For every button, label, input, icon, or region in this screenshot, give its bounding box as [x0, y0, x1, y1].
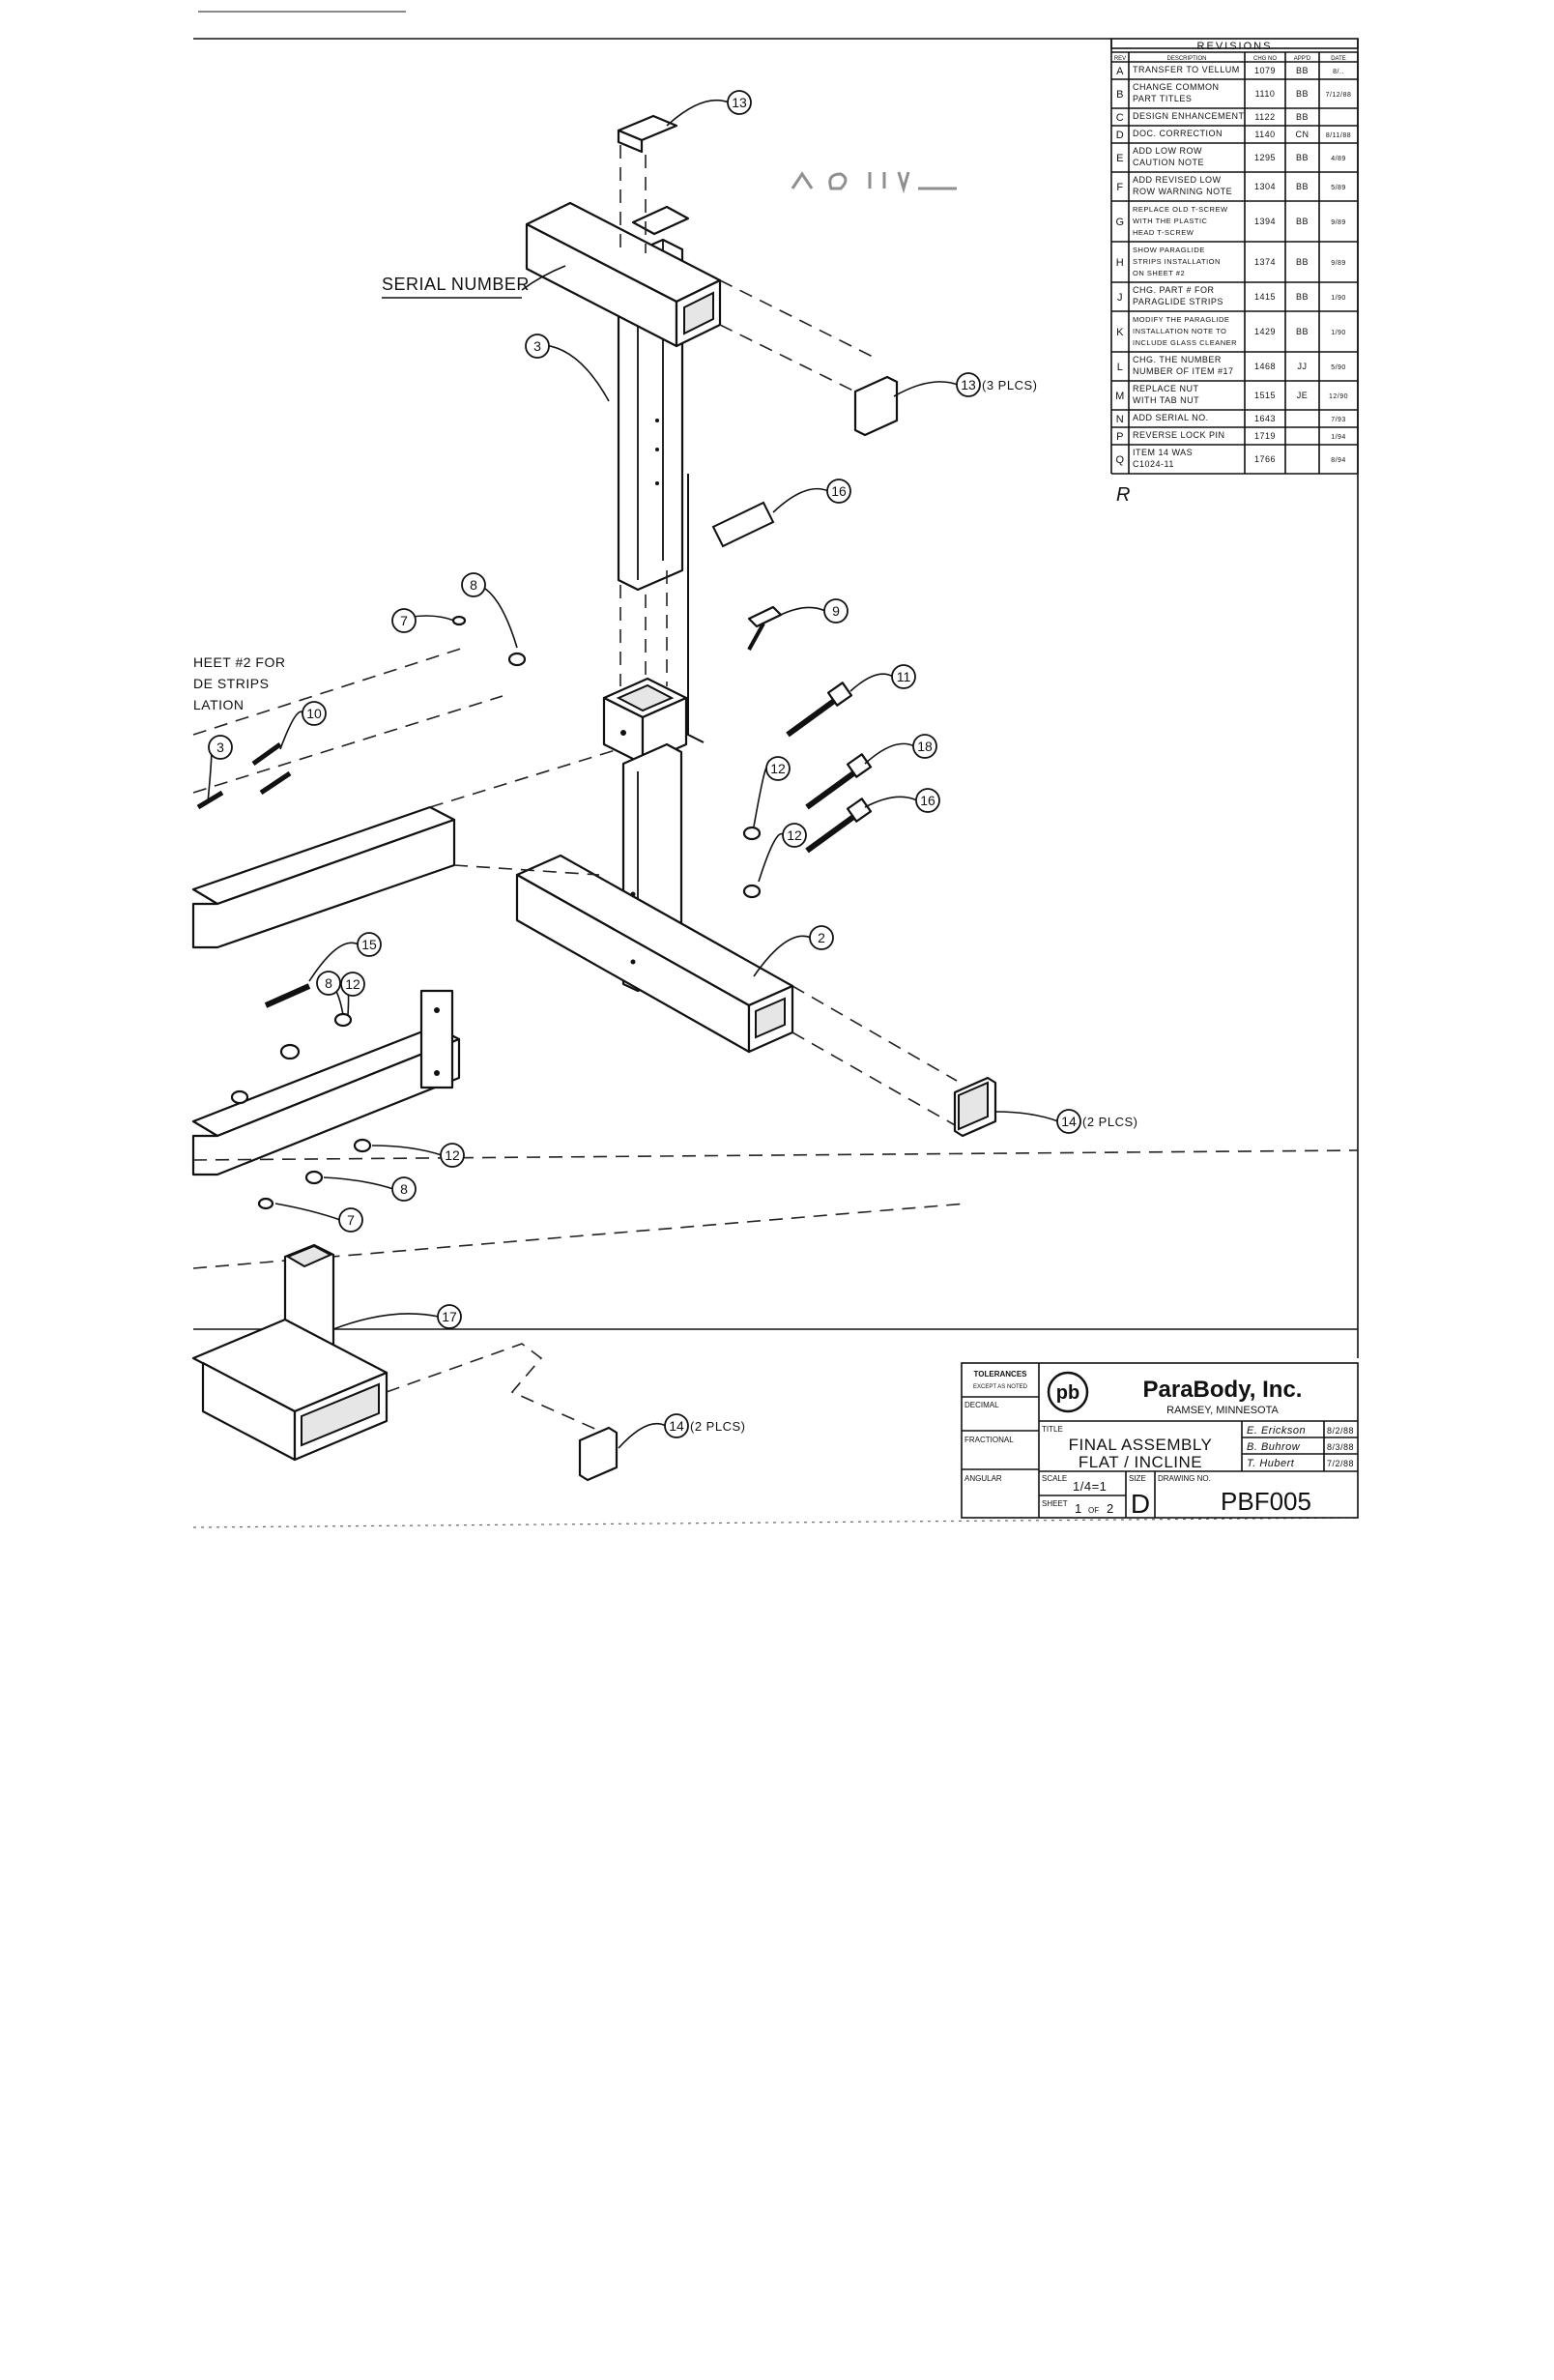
- revision-letter: B: [1116, 89, 1124, 101]
- revision-date: 9/89: [1331, 219, 1346, 226]
- balloon-suffix: (3 PLCS): [982, 378, 1038, 392]
- revision-description: CHANGE COMMON: [1133, 82, 1220, 92]
- revision-letter: K: [1116, 327, 1124, 338]
- revisions-title: REVISIONS: [1196, 41, 1273, 52]
- revision-chg: 1374: [1253, 257, 1277, 267]
- balloon-number: 13: [961, 377, 976, 392]
- balloon-number: 15: [361, 937, 377, 952]
- revision-description: REPLACE NUT: [1133, 384, 1199, 393]
- bolt-part: [261, 773, 290, 793]
- revision-description: CAUTION NOTE: [1133, 158, 1205, 167]
- revision-description: CHG. THE NUMBER: [1133, 355, 1222, 364]
- revision-description: WITH THE PLASTIC: [1133, 217, 1208, 225]
- approved-date: 7/2/88: [1327, 1459, 1355, 1468]
- revision-row: [1117, 355, 1346, 376]
- balloon-number: 3: [216, 740, 224, 755]
- revision-description: HEAD T-SCREW: [1133, 228, 1194, 237]
- hidden-line: [720, 325, 875, 401]
- balloon-number: 14: [1061, 1114, 1077, 1129]
- revision-description: WITH TAB NUT: [1133, 395, 1200, 405]
- revision-chg: 1468: [1253, 362, 1277, 371]
- item-balloon: [759, 824, 806, 882]
- item-balloon: [341, 972, 364, 1015]
- washer-part: [355, 1140, 370, 1151]
- drawn-date: 8/2/88: [1327, 1426, 1355, 1436]
- sheet-label: SHEET: [1042, 1499, 1068, 1508]
- revision-chg: 1415: [1253, 292, 1277, 302]
- revision-description: ADD LOW ROW: [1133, 146, 1202, 156]
- revision-chg: 1110: [1254, 89, 1276, 99]
- floor-line: [193, 1150, 1358, 1160]
- drawing-title-line: FLAT / INCLINE: [1078, 1453, 1203, 1471]
- item-balloon: [280, 702, 326, 749]
- item-balloon: [865, 789, 939, 812]
- current-revision-mark: R: [1116, 484, 1131, 506]
- washer-part: [509, 653, 525, 665]
- angular-label: ANGULAR: [964, 1474, 1002, 1483]
- washer-part: [744, 827, 760, 839]
- end-cap-part: [855, 377, 897, 435]
- item-balloon: [850, 665, 915, 691]
- rear-leg-part: [193, 1245, 599, 1460]
- revision-description: DESIGN ENHANCEMENT: [1133, 111, 1245, 121]
- balloon-suffix: (2 PLCS): [1082, 1115, 1138, 1129]
- item-balloon: [865, 735, 936, 764]
- revision-appd: BB: [1295, 112, 1309, 122]
- revision-appd: BB: [1295, 327, 1309, 336]
- revision-appd: BB: [1295, 292, 1309, 302]
- lock-pin-wire: [688, 474, 704, 742]
- revision-appd: BB: [1295, 153, 1309, 162]
- revisions-table: [1111, 39, 1358, 506]
- revision-letter: L: [1116, 362, 1124, 373]
- revision-date: 5/90: [1331, 364, 1346, 371]
- revision-letter: J: [1117, 292, 1123, 304]
- revision-date: 5/89: [1331, 185, 1346, 191]
- revision-row: [1115, 205, 1345, 237]
- checked-date: 8/3/88: [1327, 1442, 1355, 1452]
- revision-appd: BB: [1295, 257, 1309, 267]
- revisions-header: CHG NO: [1253, 56, 1277, 62]
- revision-row: [1116, 315, 1346, 347]
- washer-part: [306, 1172, 322, 1183]
- pivot-pin-part: [266, 986, 309, 1005]
- revision-description: NUMBER OF ITEM #17: [1133, 366, 1234, 376]
- revision-appd: BB: [1295, 217, 1309, 226]
- revision-appd: CN: [1295, 130, 1309, 139]
- bolt-part: [788, 682, 851, 735]
- scale-label: SCALE: [1042, 1474, 1068, 1483]
- revision-description: PARAGLIDE STRIPS: [1133, 297, 1223, 306]
- balloon-number: 18: [917, 739, 933, 754]
- nut-part: [259, 1199, 273, 1208]
- revision-description: TRANSFER TO VELLUM: [1133, 65, 1240, 74]
- of-label: OF: [1088, 1506, 1100, 1515]
- revision-letter: M: [1115, 391, 1125, 402]
- title-block: [962, 1363, 1358, 1519]
- drawing-number: PBF005: [1221, 1487, 1311, 1516]
- item-balloon: [317, 972, 343, 1015]
- revision-chg: 1140: [1254, 130, 1276, 139]
- revisions-header: REV: [1113, 56, 1127, 62]
- balloon-number: 12: [787, 827, 802, 843]
- revision-chg: 1719: [1253, 431, 1277, 441]
- balloon-number: 10: [306, 706, 322, 721]
- size-value: D: [1130, 1489, 1151, 1519]
- revision-letter: G: [1115, 217, 1125, 228]
- revision-letter: D: [1115, 130, 1125, 141]
- revision-row: [1116, 129, 1351, 141]
- revisions-header: DATE: [1331, 56, 1346, 62]
- revision-row: [1116, 146, 1346, 167]
- balloon-number: 12: [770, 761, 786, 776]
- revision-chg: 1766: [1253, 454, 1277, 464]
- revision-description: REVERSE LOCK PIN: [1133, 430, 1225, 440]
- sheet-total: 2: [1107, 1501, 1114, 1516]
- item-balloon: [324, 1177, 416, 1201]
- scan-mark: [193, 1518, 1358, 1527]
- parabody-logo: [1049, 1373, 1087, 1411]
- balloon-number: 12: [345, 976, 360, 992]
- hidden-line: [720, 280, 875, 358]
- revision-chg: 1295: [1253, 153, 1277, 162]
- balloon-number: 12: [445, 1147, 460, 1163]
- revision-date: 1/94: [1331, 434, 1346, 441]
- revision-letter: C: [1115, 112, 1125, 124]
- item-balloon: [754, 926, 833, 976]
- item-balloon: [995, 1110, 1137, 1133]
- balloon-number: 16: [920, 793, 935, 808]
- revision-description: INCLUDE GLASS CLEANER: [1133, 338, 1238, 347]
- archive-stamp-watermark: [792, 172, 957, 189]
- revision-row: [1117, 285, 1346, 306]
- revision-date: 7/93: [1331, 417, 1346, 423]
- pin-loop: [713, 503, 773, 546]
- revision-letter: P: [1116, 431, 1124, 443]
- approved-by-signature: T. Hubert: [1247, 1458, 1295, 1469]
- tolerances-label: TOLERANCES: [973, 1370, 1027, 1379]
- item-balloon: [894, 373, 1037, 396]
- logo-text: pb: [1055, 1382, 1080, 1404]
- balloon-number: 17: [442, 1309, 457, 1324]
- drawing-number-label: DRAWING NO.: [1158, 1474, 1211, 1483]
- revision-chg: 1394: [1253, 217, 1277, 226]
- revision-appd: BB: [1295, 66, 1309, 75]
- revisions-header: DESCRIPTION: [1166, 56, 1207, 62]
- balloon-number: 8: [470, 577, 477, 593]
- scale-value: 1/4=1: [1073, 1479, 1108, 1494]
- revision-date: 8/..: [1333, 69, 1344, 75]
- item-balloon: [773, 479, 850, 512]
- item-balloon: [309, 933, 381, 981]
- balloon-number: 8: [400, 1181, 408, 1197]
- revision-description: SHOW PARAGLIDE: [1133, 246, 1205, 254]
- drawing-title-line: FINAL ASSEMBLY: [1068, 1436, 1213, 1454]
- company-location: RAMSEY, MINNESOTA: [1166, 1405, 1279, 1416]
- item-balloon: [462, 573, 517, 648]
- revision-description: REPLACE OLD T-SCREW: [1133, 205, 1228, 214]
- revision-appd: BB: [1295, 89, 1309, 99]
- revision-description: ADD REVISED LOW: [1133, 175, 1222, 185]
- bolt-head-part: [453, 617, 465, 624]
- revision-description: ADD SERIAL NO.: [1133, 413, 1209, 422]
- revision-description: DOC. CORRECTION: [1133, 129, 1223, 138]
- revision-description: ITEM 14 WAS: [1133, 448, 1194, 457]
- revision-date: 8/94: [1331, 457, 1346, 464]
- size-label: SIZE: [1129, 1474, 1146, 1483]
- revision-row: [1115, 448, 1345, 469]
- item-balloon: [333, 1305, 461, 1329]
- nut-part: [281, 1045, 299, 1059]
- revision-description: STRIPS INSTALLATION: [1133, 257, 1221, 266]
- revision-appd: JE: [1296, 391, 1309, 400]
- revision-letter: A: [1116, 66, 1124, 77]
- balloon-number: 9: [832, 603, 840, 619]
- revision-row: [1116, 246, 1346, 277]
- revision-row: [1116, 430, 1346, 443]
- item-balloon: [619, 1414, 745, 1448]
- note-line: DE STRIPS: [193, 676, 270, 691]
- revision-row: [1116, 111, 1309, 124]
- balloon-number: 16: [831, 483, 847, 499]
- bolt-part: [807, 798, 871, 851]
- balloon-number: 3: [533, 338, 541, 354]
- balloon-number: 8: [325, 975, 332, 991]
- revision-date: 8/11/88: [1325, 132, 1352, 139]
- decimal-label: DECIMAL: [964, 1401, 999, 1409]
- revision-date: 4/89: [1331, 156, 1346, 162]
- revision-description: C1024-11: [1133, 459, 1174, 469]
- balloon-number: 7: [347, 1212, 355, 1228]
- revision-chg: 1515: [1253, 391, 1277, 400]
- revision-letter: F: [1116, 182, 1124, 193]
- revisions-header: APP'D: [1293, 56, 1311, 62]
- t-screw-part: [749, 607, 781, 650]
- revision-description: INSTALLATION NOTE TO: [1133, 327, 1227, 335]
- title-label: TITLE: [1042, 1425, 1063, 1434]
- revision-appd: JJ: [1297, 362, 1308, 371]
- sheet-value: 1: [1075, 1501, 1082, 1516]
- company-name: ParaBody, Inc.: [1142, 1377, 1303, 1403]
- item-balloon: [372, 1144, 464, 1167]
- balloon-number: 14: [669, 1418, 684, 1434]
- revision-chg: 1429: [1253, 327, 1277, 336]
- fractional-label: FRACTIONAL: [964, 1436, 1014, 1444]
- revision-letter: Q: [1115, 454, 1125, 466]
- bolt-part: [198, 793, 222, 807]
- revision-description: PART TITLES: [1133, 94, 1193, 103]
- revision-letter: E: [1116, 153, 1124, 164]
- revision-description: CHG. PART # FOR: [1133, 285, 1215, 295]
- seat-rail-part: [193, 991, 459, 1175]
- checked-by-signature: B. Buhrow: [1247, 1441, 1301, 1453]
- tolerances-sub: EXCEPT AS NOTED: [973, 1384, 1027, 1390]
- revision-chg: 1122: [1254, 112, 1276, 122]
- revision-description: MODIFY THE PARAGLIDE: [1133, 315, 1230, 324]
- washer-part: [744, 885, 760, 897]
- revision-chg: 1304: [1253, 182, 1277, 191]
- bolt-part: [253, 744, 280, 764]
- item-balloon: [773, 599, 848, 623]
- balloon-number: 13: [732, 95, 747, 110]
- revision-row: [1116, 413, 1346, 425]
- balloon-suffix: (2 PLCS): [690, 1419, 746, 1434]
- paraglide-note: [193, 654, 286, 712]
- serial-number-label: SERIAL NUMBER: [382, 275, 530, 294]
- revision-letter: H: [1115, 257, 1125, 269]
- revision-chg: 1079: [1253, 66, 1277, 75]
- balloon-number: 2: [818, 930, 825, 945]
- balloon-number: 11: [896, 669, 911, 684]
- revision-appd: BB: [1295, 182, 1309, 191]
- leg-end-cap-part: [580, 1428, 617, 1480]
- revision-chg: 1643: [1253, 414, 1277, 423]
- base-foot-part: [517, 856, 957, 1126]
- balloon-number: 7: [400, 613, 408, 628]
- note-line: HEET #2 FOR: [193, 654, 286, 670]
- nut-part: [232, 1091, 247, 1103]
- revision-date: 12/90: [1328, 393, 1349, 400]
- revision-date: 1/90: [1331, 295, 1346, 302]
- revision-date: 7/12/88: [1325, 92, 1352, 99]
- revision-description: ROW WARNING NOTE: [1133, 187, 1233, 196]
- revision-row: [1115, 384, 1348, 405]
- washer-part: [335, 1014, 351, 1026]
- drawn-by-signature: E. Erickson: [1247, 1425, 1307, 1437]
- revision-row: [1116, 175, 1345, 196]
- item-balloon: [392, 609, 454, 632]
- item-balloon: [667, 91, 751, 126]
- item-balloon: [526, 334, 609, 401]
- revision-row: [1116, 65, 1344, 77]
- note-line: LATION: [193, 697, 245, 712]
- item-balloon: [754, 757, 790, 827]
- revision-date: 9/89: [1331, 260, 1346, 267]
- item-balloon: [275, 1204, 362, 1232]
- revision-description: ON SHEET #2: [1133, 269, 1186, 277]
- revision-row: [1116, 82, 1351, 103]
- revision-letter: N: [1115, 414, 1125, 425]
- revision-date: 1/90: [1331, 330, 1346, 336]
